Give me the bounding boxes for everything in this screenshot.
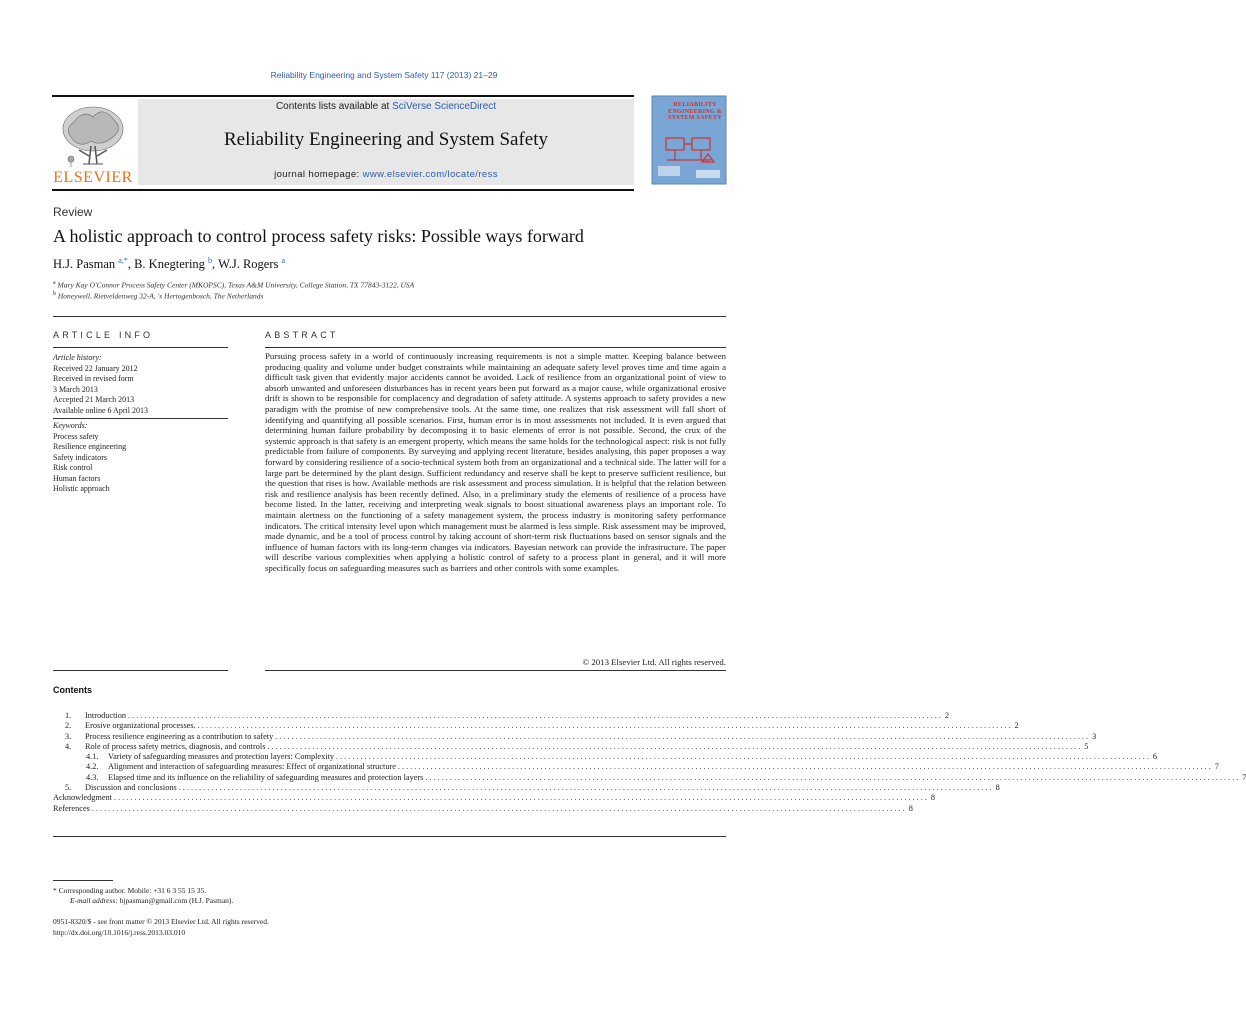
contents-entry-title: Alignment and interaction of safeguarding measures: Effect of organizational structure xyxy=(108,762,396,772)
affiliation xyxy=(53,280,414,290)
keyword: Holistic approach xyxy=(53,484,110,493)
contents-entry-number: 4. xyxy=(65,741,72,751)
contents-leader-dots: ........................................................................................................................................................................................................ xyxy=(114,793,929,803)
history-label: Article history: xyxy=(53,353,102,362)
article-history xyxy=(53,353,228,416)
contents-entry[interactable] xyxy=(53,711,950,721)
keyword: Safety indicators xyxy=(53,452,107,462)
keyword: Risk control xyxy=(53,463,93,472)
author-list xyxy=(53,256,285,272)
elsevier-logo[interactable] xyxy=(53,101,133,185)
contents-entry-title: Acknowledgment xyxy=(53,793,112,803)
table-of-contents xyxy=(53,711,1246,814)
contents-entry-page: 8 xyxy=(995,783,1000,793)
affiliation-text: Mary Kay O'Connor Process Safety Center (MKOPSC), Texas A&M University, College Station, TX 77843-3122, USA xyxy=(57,280,415,290)
keyword: Resilience engineering xyxy=(53,442,127,451)
contents-entry[interactable] xyxy=(53,772,1246,783)
abstract-copyright: © 2013 Elsevier Ltd. All rights reserved. xyxy=(582,657,726,667)
history-item: Available online 6 April 2013 xyxy=(53,405,148,415)
author-affiliation-marker[interactable]: a,* xyxy=(118,256,128,265)
contents-entry-title: Process resilience engineering as a contribution to safety xyxy=(85,731,274,741)
author-name[interactable]: W.J. Rogers xyxy=(218,257,279,272)
article-info-rule xyxy=(53,347,228,348)
abstract-text: Pursuing process safety in a world of continuously increasing requirements is not a simple matter. Keeping balance between producing quality and volume under budget constraints while maintaining an adequate safety level proves time and time again a difficult task given that evidently major accidents cannot be avoided. Lack of resilience from an organizational point of view to absorb unwanted and unforeseen disturbances has in recent years been put forward as a major cause, while organizational erosive drift is shown to be responsible for complacency and degradation of safety attitude. A systems approach to safety provides a new paradigm with the promise of new comprehensive tools. At the same time, one realizes that risk assessment will fall short of identifying and quantifying all possible scenarios. First, human error is in most assessments not included. It is even argued that determining human failure probability by decomposing it to basic elements of error is not possible. Second, the crux of the systemic approach is that safety is an emergent property, which means the same holds for the technological aspect: risk is not fully predictable from failure of components. By surveying and applying recent literature, besides analysing, this paper proposes a way forward by considering resilience of a socio-technical system both from an organizational and a technical side. The latter will for a large part be determined by the plant design. Sufficient redundancy and reserve shall be kept to preserve sufficient resilience, but the question that rises is how. Available methods are risk assessment and process simulation. It is helpful that the relation between risk and resilience analysis has been recently defined. Also, in a preliminary study the elements of resilience of a process have become listed. In the latter, receiving and interpreting weak signals to boost situational awareness plays an important role. To maintain alertness on the functioning of a safety management system, the process industry is monitoring safety performance indicators. The critical intensity level upon which management must be alarmed is less simple. Risk assessment may be improved, made dynamic, and be a tool of process control by taking account of short-term risk fluctuations based on sensor signals and the influence of human factors with its long-term changes via indicators. Bayesian network can provide the infrastructure. The paper will describe various complexities when applying a holistic control of safety to a process plant in general, and it will more specifically focus on safeguarding measures such as barriers and other controls with some examples. xyxy=(265,351,726,573)
contents-entry[interactable] xyxy=(53,721,1019,731)
abstract-bottom-rule xyxy=(265,670,726,671)
contents-entry-page: 7 xyxy=(1214,762,1219,772)
contents-leader-dots: ........................................................................................................................................................................................................ xyxy=(425,772,1241,782)
homepage-link[interactable]: www.elsevier.com/locate/ress xyxy=(362,169,498,180)
affiliation-marker: b xyxy=(53,291,56,297)
contents-leader-dots: ........................................................................................................................................................................................................ xyxy=(91,803,907,813)
contents-leader-dots: ........................................................................................................................................................................................................ xyxy=(128,711,943,720)
elsevier-wordmark: ELSEVIER xyxy=(53,169,133,186)
author-separator: , xyxy=(127,257,135,272)
contents-entry[interactable] xyxy=(53,731,1097,742)
contents-entry-title: Discussion and conclusions xyxy=(85,783,177,793)
header-rule-top xyxy=(52,95,634,97)
contents-availability xyxy=(138,101,634,112)
issn-line: 0951-8320/$ - see front matter © 2013 Elsevier Ltd. All rights reserved. xyxy=(53,917,269,926)
contents-entry[interactable] xyxy=(53,741,1089,752)
contents-entry-title: Introduction xyxy=(85,711,127,720)
history-item: Accepted 21 March 2013 xyxy=(53,395,135,404)
journal-title: Reliability Engineering and System Safety xyxy=(224,129,548,150)
contents-entry-number: 1. xyxy=(65,711,72,720)
contents-entry[interactable] xyxy=(53,803,913,814)
article-type: Review xyxy=(53,205,93,219)
contents-leader-dots: ........................................................................................................................................................................................................ xyxy=(336,752,1151,762)
header-rule-bottom xyxy=(52,189,634,191)
contents-entry-number: 4.2. xyxy=(86,762,99,772)
contents-leader-dots: ........................................................................................................................................................................................................ xyxy=(178,783,994,793)
corresponding-author-note: * Corresponding author. Mobile: +31 6 3 55 15 35. xyxy=(53,886,207,895)
contents-entry-title: Variety of safeguarding measures and protection layers: Complexity xyxy=(108,752,335,762)
abstract-rule xyxy=(265,347,726,348)
contents-leader-dots: ........................................................................................................................................................................................................ xyxy=(197,721,1013,731)
contents-entry[interactable] xyxy=(53,793,935,803)
contents-entry-number: 5. xyxy=(65,783,72,793)
contents-leader-dots: ........................................................................................................................................................................................................ xyxy=(397,762,1213,772)
contents-entry-page: 2 xyxy=(944,711,950,720)
affiliation xyxy=(53,291,263,301)
journal-cover[interactable] xyxy=(652,96,726,184)
keywords xyxy=(53,421,228,495)
email-note xyxy=(70,896,233,906)
contents-entry-page: 8 xyxy=(908,803,913,813)
author-name[interactable]: H.J. Pasman xyxy=(53,257,116,272)
contents-entry-title: Elapsed time and its influence on the reliability of safeguarding measures and protection layers xyxy=(108,772,424,782)
keyword: Human factors xyxy=(53,473,101,483)
contents-entry-title: Erosive organizational processes. xyxy=(85,721,196,731)
history-item: Received in revised form xyxy=(53,374,134,383)
email-label: E-mail address: xyxy=(70,896,118,905)
history-item: 3 March 2013 xyxy=(53,384,98,394)
contents-entry-number: 4.1. xyxy=(86,752,99,762)
article-info-bottom-rule xyxy=(53,670,228,671)
contents-entry[interactable] xyxy=(53,752,1158,762)
doi-link[interactable]: http://dx.doi.org/10.1016/j.ress.2013.03.010 xyxy=(53,928,186,937)
contents-entry-page: 5 xyxy=(1084,741,1089,751)
journal-reference[interactable]: Reliability Engineering and System Safety 117 (2013) 21–29 xyxy=(270,70,498,80)
keyword: Process safety xyxy=(53,431,99,441)
sciencedirect-link[interactable]: SciVerse ScienceDirect xyxy=(392,101,497,112)
author-name[interactable]: B. Knegtering xyxy=(134,257,205,272)
contents-heading: Contents xyxy=(53,685,92,695)
journal-cover-title: RELIABILITY ENGINEERING & SYSTEM SAFETY xyxy=(668,101,723,122)
keywords-label: Keywords: xyxy=(53,421,88,430)
contents-entry-title: Role of process safety metrics, diagnosis, and controls xyxy=(85,741,266,751)
contents-prefix: Contents lists available at xyxy=(275,101,393,112)
contents-entry-page: 2 xyxy=(1014,721,1019,731)
contents-entry-page: 3 xyxy=(1092,731,1097,741)
contents-entry-page: 6 xyxy=(1152,752,1158,762)
contents-entry-number: 4.3. xyxy=(86,772,99,782)
author-affiliation-marker[interactable]: b xyxy=(208,256,213,265)
history-rule xyxy=(53,418,228,419)
contents-leader-dots: ........................................................................................................................................................................................................ xyxy=(267,741,1083,751)
contents-entry-number: 2. xyxy=(65,721,72,731)
contents-entry-page: 8 xyxy=(930,793,935,803)
contents-entry-number: 3. xyxy=(65,731,72,741)
affiliation-marker: a xyxy=(53,280,56,286)
homepage-label: journal homepage: xyxy=(274,169,363,180)
footnote-rule xyxy=(53,880,113,881)
section-divider xyxy=(53,316,726,317)
contents-entry[interactable] xyxy=(53,762,1219,772)
contents-leader-dots: ........................................................................................................................................................................................................ xyxy=(275,731,1091,741)
history-item: Received 22 January 2012 xyxy=(53,363,138,373)
article-info-heading: ARTICLE INFO xyxy=(53,330,154,340)
journal-homepage xyxy=(138,169,634,180)
abstract-heading: ABSTRACT xyxy=(265,330,339,340)
article-title: A holistic approach to control process safety risks: Possible ways forward xyxy=(53,226,584,246)
email-address[interactable]: hjpasman@gmail.com (H.J. Pasman). xyxy=(119,896,234,905)
author-separator: , xyxy=(212,257,219,272)
contents-entry[interactable] xyxy=(53,783,1000,793)
affiliation-text: Honeywell, Rietveldenweg 32-A, 's Hertogenbosch, The Netherlands xyxy=(57,291,264,301)
contents-entry-page: 7 xyxy=(1242,772,1246,782)
author-affiliation-marker[interactable]: a xyxy=(281,256,286,265)
contents-entry-title: References xyxy=(53,803,90,813)
contents-bottom-rule xyxy=(53,836,726,837)
